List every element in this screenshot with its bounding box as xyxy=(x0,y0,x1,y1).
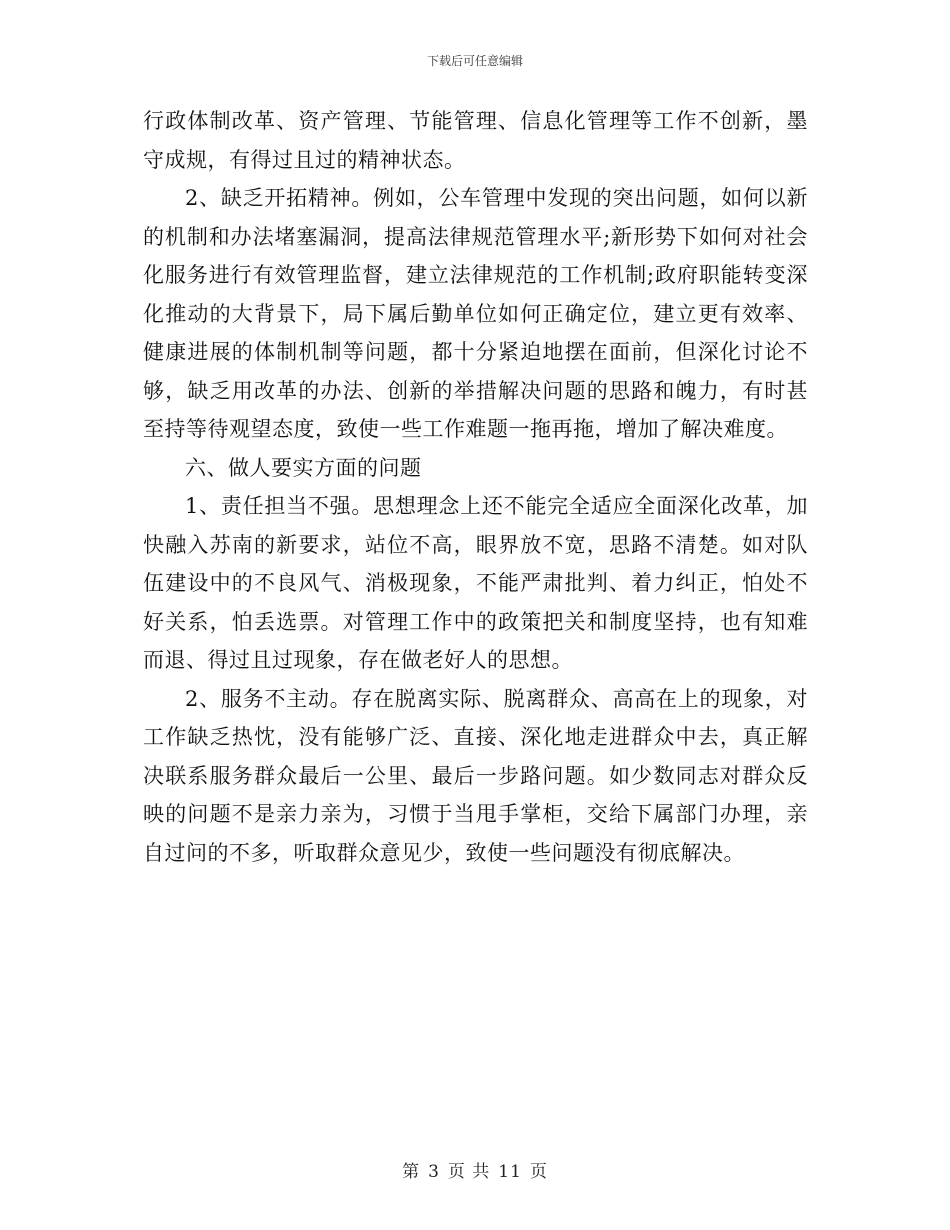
footer-total-pages: 11 xyxy=(498,1162,522,1182)
paragraph-passive-service: 2、服务不主动。存在脱离实际、脱离群众、高高在上的现象，对工作缺乏热忱，没有能够广泛、直接、深化地走进群众中去，真正解决联系服务群众最后一公里、最后一步路问题。如少数同志对群众反映的问题不是亲力亲为，习惯于当甩手掌柜，交给下属部门办理，亲自过问的不多，听取群众意见少，致使一些问题没有彻底解决。 xyxy=(143,686,808,865)
document-body xyxy=(143,102,808,872)
paragraph-weak-responsibility: 1、责任担当不强。思想理念上还不能完全适应全面深化改革，加快融入苏南的新要求，站位不高，眼界放不宽，思路不清楚。如对队伍建设中的不良风气、消极现象，不能严肃批判、着力纠正，怕处不好关系，怕丢选票。对管理工作中的政策把关和制度坚持，也有知难而退、得过且过现象，存在做老好人的思想。 xyxy=(143,494,808,672)
page-header: 下载后可任意编辑 xyxy=(426,54,523,68)
page-footer xyxy=(0,1157,950,1182)
footer-current-page: 3 xyxy=(428,1162,440,1182)
section-heading: 六、做人要实方面的问题 xyxy=(185,455,422,480)
paragraph-continuation: 行政体制改革、资产管理、节能管理、信息化管理等工作不创新，墨守成规，有得过且过的精神状态。 xyxy=(143,109,808,172)
paragraph-lack-pioneering-spirit: 2、缺乏开拓精神。例如，公车管理中发现的突出问题，如何以新的机制和办法堵塞漏洞，提高法律规范管理水平;新形势下如何对社会化服务进行有效管理监督，建立法律规范的工作机制;政府职能转变深化推动的大背景下，局下属后勤单位如何正确定位，建立更有效率、健康进展的体制机制等问题，都十分紧迫地摆在面前，但深化讨论不够，缺乏用改革的办法、创新的举措解决问题的思路和魄力，有时甚至持等待观望态度，致使一些工作难题一拖再拖，增加了解决难度。 xyxy=(143,186,808,441)
footer-prefix: 第 xyxy=(402,1162,421,1182)
footer-middle: 页 共 xyxy=(447,1162,491,1182)
footer-suffix: 页 xyxy=(529,1162,548,1182)
